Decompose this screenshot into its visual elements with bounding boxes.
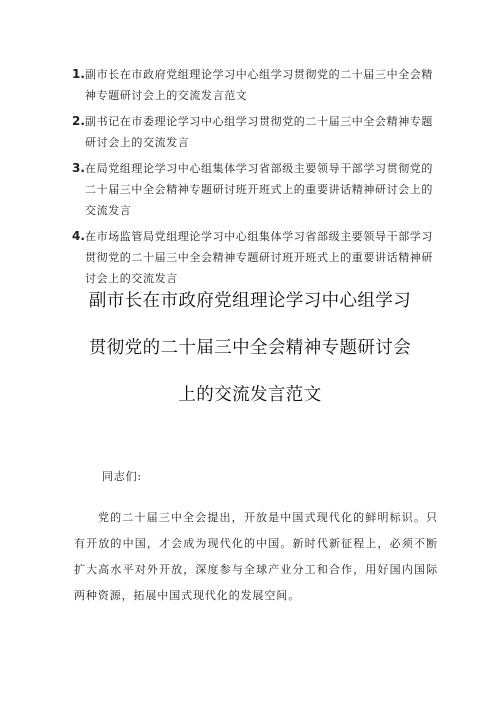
toc-text: 副书记在市委理论学习中心组学习贯彻党的二十届三中全会精神专题研讨会上的交流发言 [85,115,433,149]
document-title-line-2: 贯彻党的二十届三中全会精神专题研讨会 [88,338,412,358]
toc-item-1 [72,64,442,106]
toc-text: 副市长在市政府党组理论学习中心组学习贯彻党的二十届三中全会精神专题研讨会上的交流发言范文 [85,68,433,102]
toc-item-2 [72,111,442,153]
toc-text: 在市场监管局党组理论学习中心组集体学习省部级主要领导干部学习贯彻党的二十届三中全会精神专题研讨班开班式上的重要讲话精神研讨会上的交流发言 [85,230,433,285]
document-title-line-3: 上的交流发言范文 [178,385,322,405]
toc-text: 在局党组理论学习中心组集体学习省部级主要领导干部学习贯彻党的二十届三中全会精神专题研讨班开班式上的重要讲话精神研讨会上的交流发言 [85,162,433,217]
toc-item-3 [72,158,442,221]
document-title-line-1: 副市长在市政府党组理论学习中心组学习 [88,291,412,311]
toc-number: 3. [72,161,85,175]
salutation: 同志们: [102,470,142,483]
toc-number: 2. [72,114,85,128]
toc-number: 1. [72,67,85,81]
toc-number: 4. [72,229,85,243]
table-of-contents [72,64,442,294]
toc-item-4 [72,226,442,289]
body-paragraph: 党的二十届三中全会提出，开放是中国式现代化的鲜明标识。只有开放的中国，才会成为现代化的中国。新时代新征程上，必须不断扩大高水平对外开放，深度参与全球产业分工和合作，用好国内国际两种资源，拓展中国式现代化的发展空间。 [74,511,438,602]
